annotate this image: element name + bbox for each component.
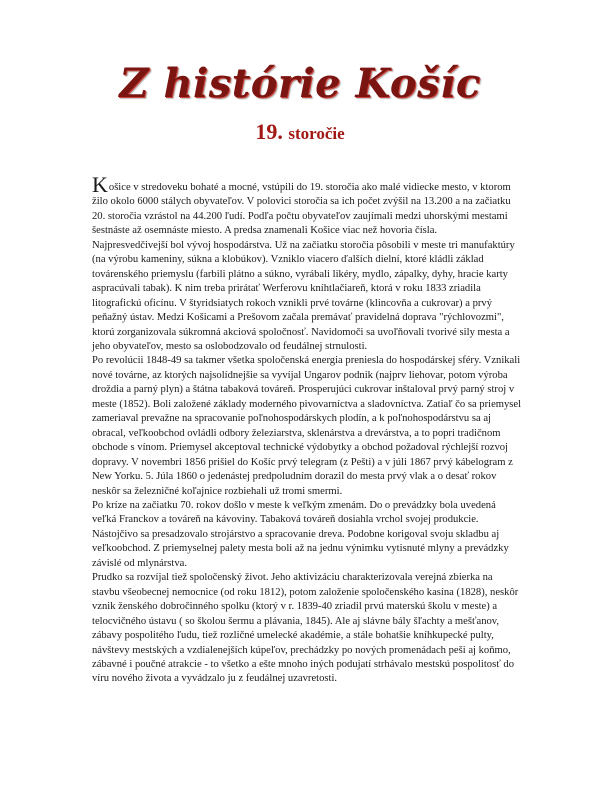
article-body (92, 172, 522, 687)
page-title: Z histórie Košíc (119, 60, 481, 107)
paragraph-1 (92, 172, 522, 239)
page-subtitle (0, 118, 600, 148)
paragraph-5: Prudko sa rozvíjal tiež spoločenský život. Jeho aktivizáciu charakterizovala verejná zbierka na stavbu všeobecnej nemocnice (od roku 1812), potom založenie spoločenského kasína (1828), neskôr vznik ženského dobročinného spolku (ktorý v r. 1839-40 zriadil prvú materskú školu v meste) a telocvičného ústavu ( so školou šermu a plávania, 1845). Ale aj slávne bály šľachty a mešťanov, zábavy pospolitého ľudu, tiež rozličné umelecké akadémie, a stále bohatšie kníhkupecké pulty, návštevy mestských a vzdialenejších kúpeľov, prechádzky po nových promenádach peši aj koňmo, zábavné i poučné atrakcie - to všetko a ešte mnoho iných podujatí strhávalo mestskú pospolitosť do víru nového života a vyvádzalo ju z feudálnej uzavretosti. (92, 572, 519, 685)
drop-cap: K (92, 172, 108, 197)
subtitle-word: storočie (288, 124, 345, 143)
paragraph-4: Po kríze na začiatku 70. rokov došlo v meste k veľkým zmenám. Do o prevádzky bola uvedená veľká Franckov a továreň na kávoviny. Tabaková továreň dosiahla vrchol svojej produkcie. Nástojčivo sa presadzovalo strojárstvo a spracovanie dreva. Podobne korigoval svoju skladbu aj veľkoobchod. Z priemyselnej palety mesta boli až na jednu výnimku vytisnuté mlyny a prevádzky závislé od mlynárstva. (92, 499, 509, 569)
subtitle-number: 19. (255, 119, 283, 144)
paragraph-3: Po revolúcii 1848-49 sa takmer všetka spoločenská energia preniesla do hospodárskej sféry. Vznikali nové továrne, az ktorých najsolídnejšie sa vyvíjal Ungarov podnik (najprv liehovar, potom výroba droždia a parný plyn) a štátna tabaková továreň. Prosperujúci cukrovar inštaloval prvý parný stroj v meste (1852). Boli založené základy moderného pivovarníctva a sladovníctva. Zatiaľ čo sa priemysel zameriaval prevažne na spracovanie poľnohospodárskych plodín, a k poľnohospodárstvu sa aj obracal, veľkoobchod ovládli odbory železiarstva, sklenárstva a drevárstva, a to popri tradičnom obchode s vínom. Priemysel akceptoval technické výdobytky a obchod požadoval rýchlejší rozvoj dopravy. V novembri 1856 prišiel do Košíc prvý telegram (z Pešti) a v júli 1867 prvý kábelogram z New Yorku. 5. Júla 1860 o jedenástej predpoludním dorazil do mesta prvý vlak a o desať rokov neskôr sa železničné koľajnice rozbiehali už tromi smermi. (92, 355, 522, 497)
paragraph-2: Najpresvedčivejší bol vývoj hospodárstva. Už na začiatku storočia pôsobili v meste tri manufaktúry (na výrobu kameniny, súkna a klobúkov). Vzniklo viacero ďalších dielní, ktoré kládli základ továrenského priemyslu (farbili plátno a súkno, vyrábali likéry, mydlo, zápalky, dyhy, hracie karty aspracúvali tabak). K nim treba prirátať Werferovu kníhtlačiareň, ktorá v roku 1833 zriadila litografickú oficínu. V štyridsiatych rokoch vznikli prvé továrne (klincovňa a cukrovar) a prvý peňažný ústav. Medzi Košicami a Prešovom začala premávať pravidelná doprava "rýchlovozmi", ktorú zorganizovala súkromná akciová spoločnosť. Navidomoči sa uvoľňovali tvorivé sily mesta a jeho obyvateľov, mesto sa oslobodzovalo od feudálnej strnulosti. (92, 239, 515, 352)
paragraph-1-text: ošice v stredoveku bohaté a mocné, vstúpili do 19. storočia ako malé vidiecke mesto, v ktorom žilo okolo 6000 stálych obyvateľov. V polovici storočia sa ich počet zvýšil na 13.200 a na začiatku 20. storočia vzrástol na 44.200 ľudí. Podľa počtu obyvateľov zaujímali medzi uhorskými mestami šestnáste až osemnáste miesto. A predsa znamenali Košice viac než hovoria čísla. (92, 182, 511, 237)
